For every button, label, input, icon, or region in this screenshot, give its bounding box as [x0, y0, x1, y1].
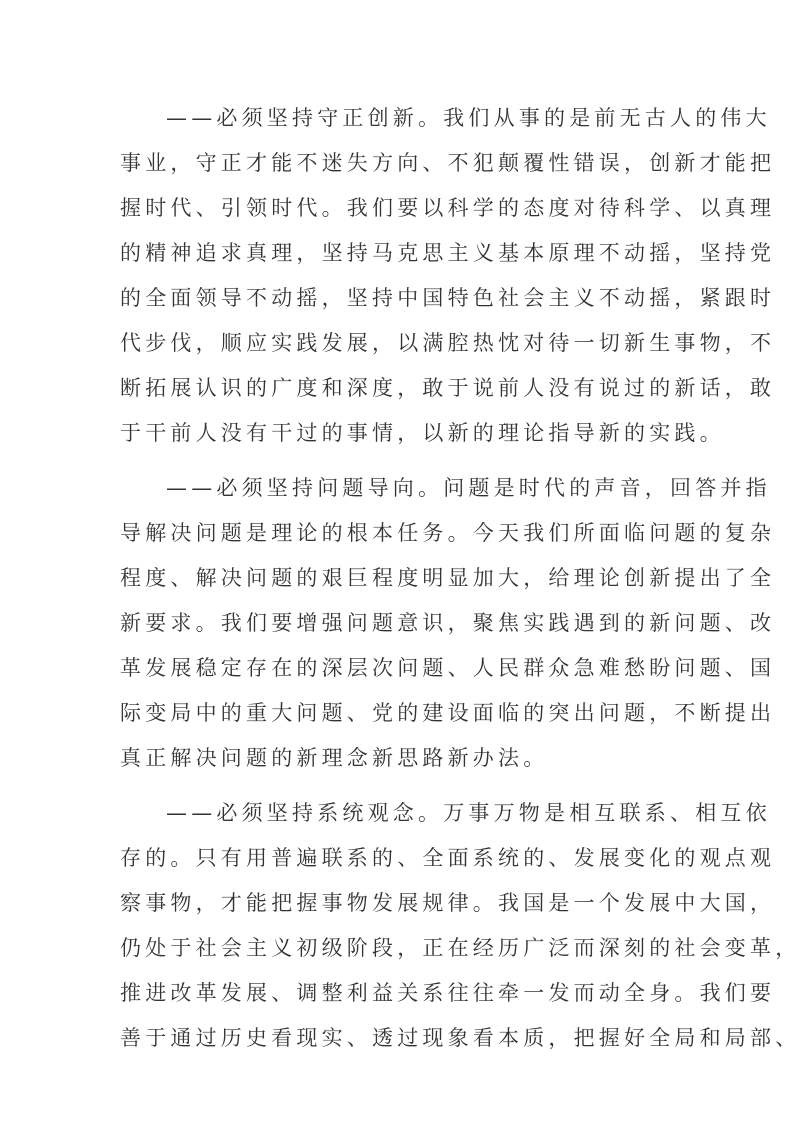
text-line: ——必须坚持系统观念。万事万物是相互联系、相互依: [166, 801, 771, 825]
text-line: 善于通过历史看现实、透过现象看本质，把握好全局和局部、: [120, 1026, 800, 1050]
paragraph-innovation: [120, 96, 776, 456]
text-line: 导解决问题是理论的根本任务。今天我们所面临问题的复杂: [120, 521, 776, 545]
text-line: 际变局中的重大问题、党的建设面临的突出问题，不断提出: [120, 701, 776, 725]
text-line: 的全面领导不动摇，坚持中国特色社会主义不动摇，紧跟时: [120, 286, 776, 310]
text-line: ——必须坚持问题导向。问题是时代的声音，回答并指: [166, 476, 771, 500]
text-line: ——必须坚持守正创新。我们从事的是前无古人的伟大: [166, 106, 771, 130]
text-line: 真正解决问题的新理念新思路新办法。: [120, 746, 549, 770]
text-line: 程度、解决问题的艰巨程度明显加大，给理论创新提出了全: [120, 566, 776, 590]
text-line: 握时代、引领时代。我们要以科学的态度对待科学、以真理: [120, 196, 776, 220]
text-line: 代步伐，顺应实践发展，以满腔热忱对待一切新生事物，不: [120, 331, 776, 355]
text-line: 仍处于社会主义初级阶段，正在经历广泛而深刻的社会变革，: [120, 936, 800, 960]
text-line: 事业，守正才能不迷失方向、不犯颠覆性错误，创新才能把: [120, 151, 776, 175]
paragraph-systems-thinking: [120, 791, 800, 1061]
text-line: 察事物，才能把握事物发展规律。我国是一个发展中大国，: [120, 891, 776, 915]
text-line: 推进改革发展、调整利益关系往往牵一发而动全身。我们要: [120, 981, 776, 1005]
document-body: [120, 96, 800, 1071]
text-line: 的精神追求真理，坚持马克思主义基本原理不动摇，坚持党: [120, 241, 776, 265]
text-line: 于干前人没有干过的事情，以新的理论指导新的实践。: [120, 421, 725, 445]
text-line: 新要求。我们要增强问题意识，聚焦实践遇到的新问题、改: [120, 611, 776, 635]
paragraph-problem-orientation: [120, 466, 776, 781]
text-line: 断拓展认识的广度和深度，敢于说前人没有说过的新话，敢: [120, 376, 776, 400]
text-line: 革发展稳定存在的深层次问题、人民群众急难愁盼问题、国: [120, 656, 776, 680]
text-line: 存的。只有用普遍联系的、全面系统的、发展变化的观点观: [120, 846, 776, 870]
